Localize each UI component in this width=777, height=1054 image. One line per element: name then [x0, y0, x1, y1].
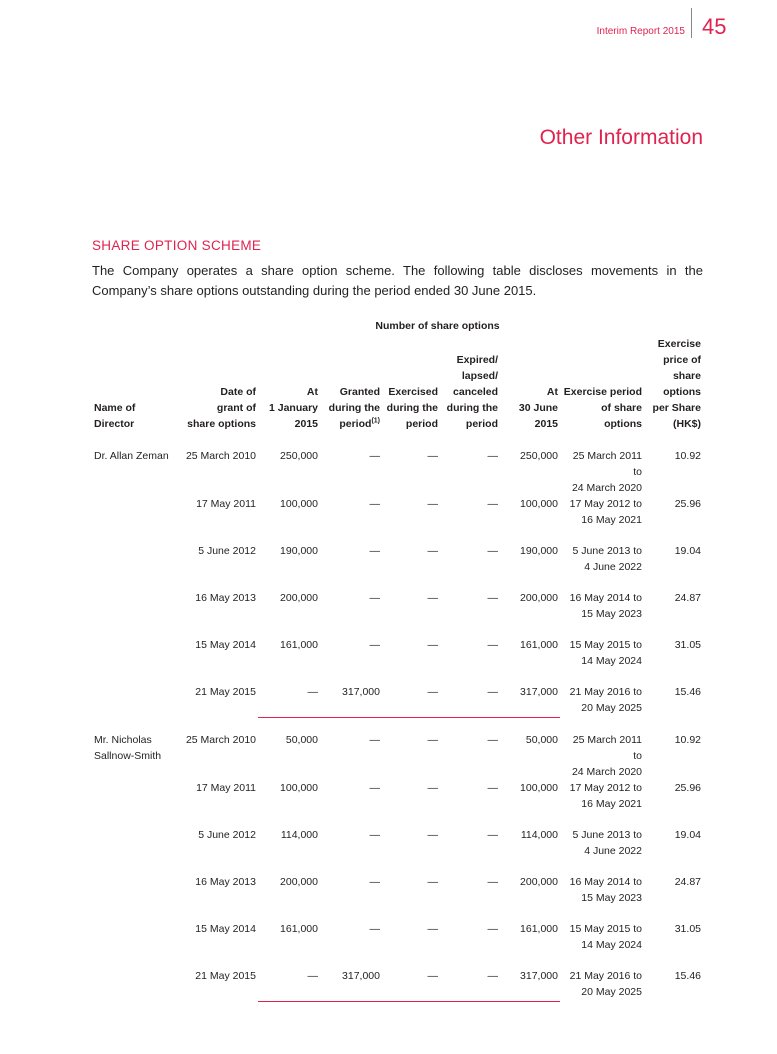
col-header-expired: Expired/ lapsed/ canceled during the period	[446, 354, 498, 430]
cell-expired: —	[487, 829, 498, 841]
section-title: SHARE OPTION SCHEME	[92, 238, 262, 253]
cell-granted: —	[369, 734, 380, 746]
cell-granted: —	[369, 450, 380, 462]
col-header-at-start: At 1 January 2015	[268, 386, 318, 430]
cell-director	[92, 827, 172, 874]
cell-price: 24.87	[674, 876, 701, 888]
cell-price: 25.96	[674, 782, 701, 794]
table-row	[92, 590, 703, 637]
cell-at-start: 161,000	[280, 639, 318, 651]
cell-director	[92, 590, 172, 637]
cell-expired: —	[440, 968, 500, 1002]
cell-exercised: —	[427, 592, 438, 604]
cell-granted: 317,000	[320, 684, 382, 718]
cell-period: 17 May 2012 to 16 May 2021	[569, 782, 642, 810]
cell-grant-date: 16 May 2013	[195, 876, 256, 888]
cell-director: Dr. Allan Zeman	[94, 450, 169, 462]
cell-grant-date: 5 June 2012	[198, 545, 256, 557]
col-header-granted-text: Granted during the period	[328, 386, 380, 430]
cell-director	[92, 780, 172, 827]
cell-director	[92, 684, 172, 718]
cell-at-start: 100,000	[280, 498, 318, 510]
cell-grant-date: 15 May 2014	[195, 923, 256, 935]
cell-price: 24.87	[674, 592, 701, 604]
footnote-ref: (1)	[371, 417, 380, 425]
cell-granted: 317,000	[320, 968, 382, 1002]
cell-at-end: 161,000	[520, 639, 558, 651]
cell-exercised: —	[427, 450, 438, 462]
cell-at-end: 200,000	[520, 876, 558, 888]
cell-granted: —	[369, 639, 380, 651]
group-spacer	[92, 718, 703, 733]
col-header-grant-date: Date of grant of share options	[187, 386, 256, 430]
cell-at-end: 250,000	[520, 450, 558, 462]
cell-director	[92, 921, 172, 968]
cell-at-start: 50,000	[285, 734, 318, 746]
cell-granted: —	[369, 498, 380, 510]
cell-at-end: 100,000	[520, 782, 558, 794]
cell-expired: —	[487, 923, 498, 935]
cell-period: 25 March 2011 to 24 March 2020	[571, 734, 642, 778]
cell-period: 15 May 2015 to 14 May 2024	[569, 639, 642, 667]
table-row	[92, 874, 703, 921]
table-header-row	[92, 336, 703, 448]
cell-period: 5 June 2013 to 4 June 2022	[572, 545, 642, 573]
table-row	[92, 543, 703, 590]
cell-at-end: 161,000	[520, 923, 558, 935]
cell-exercised: —	[427, 923, 438, 935]
table-row	[92, 921, 703, 968]
cell-at-end: 317,000	[500, 684, 560, 718]
cell-expired: —	[487, 782, 498, 794]
share-option-table-container	[92, 320, 703, 1002]
cell-expired: —	[487, 876, 498, 888]
cell-price: 31.05	[674, 639, 701, 651]
cell-granted: —	[369, 545, 380, 557]
cell-exercised: —	[427, 639, 438, 651]
cell-at-start: 114,000	[280, 829, 318, 841]
cell-price: 31.05	[674, 923, 701, 935]
report-name: Interim Report 2015	[596, 26, 685, 37]
page-number: 45	[702, 14, 727, 39]
cell-expired: —	[487, 592, 498, 604]
cell-director	[92, 496, 172, 543]
cell-period: 15 May 2015 to 14 May 2024	[569, 923, 642, 951]
cell-exercised: —	[427, 782, 438, 794]
table-row	[92, 827, 703, 874]
cell-grant-date: 16 May 2013	[195, 592, 256, 604]
cell-grant-date: 21 May 2015	[195, 970, 256, 982]
cell-exercised: —	[427, 498, 438, 510]
cell-at-start: 200,000	[280, 876, 318, 888]
cell-grant-date: 17 May 2011	[196, 498, 256, 510]
table-row	[92, 968, 703, 1002]
cell-expired: —	[487, 498, 498, 510]
col-header-at-end: At 30 June 2015	[518, 386, 558, 430]
table-row	[92, 448, 703, 496]
cell-at-start: —	[258, 968, 320, 1002]
cell-granted: —	[369, 592, 380, 604]
cell-at-end: 200,000	[520, 592, 558, 604]
cell-exercised: —	[427, 545, 438, 557]
cell-at-end: 100,000	[520, 498, 558, 510]
cell-expired: —	[487, 545, 498, 557]
cell-grant-date: 17 May 2011	[196, 782, 256, 794]
cell-expired: —	[487, 639, 498, 651]
cell-period: 25 March 2011 to 24 March 2020	[571, 450, 642, 494]
cell-at-end: 114,000	[520, 829, 558, 841]
col-header-director: Name of Director	[94, 402, 136, 430]
cell-grant-date: 21 May 2015	[195, 686, 256, 698]
cell-expired: —	[487, 734, 498, 746]
cell-at-start: 200,000	[280, 592, 318, 604]
cell-director: Mr. Nicholas Sallnow-Smith	[94, 734, 162, 762]
table-row	[92, 637, 703, 684]
spacer-cell	[92, 718, 703, 733]
col-header-exercised: Exercised during the period	[386, 386, 438, 430]
cell-period: 16 May 2014 to 15 May 2023	[569, 592, 642, 620]
cell-at-start: 190,000	[280, 545, 318, 557]
cell-price: 15.46	[674, 686, 701, 698]
cell-granted: —	[369, 923, 380, 935]
cell-price: 25.96	[674, 498, 701, 510]
header-divider	[691, 8, 692, 38]
cell-price: 19.04	[674, 545, 701, 557]
cell-granted: —	[369, 782, 380, 794]
cell-period: 17 May 2012 to 16 May 2021	[569, 498, 642, 526]
cell-period: 21 May 2016 to 20 May 2025	[569, 970, 642, 998]
group-header: Number of share options	[375, 320, 500, 332]
cell-exercised: —	[427, 829, 438, 841]
cell-period: 21 May 2016 to 20 May 2025	[569, 686, 642, 714]
cell-at-end: 50,000	[525, 734, 558, 746]
cell-exercised: —	[427, 876, 438, 888]
cell-director	[92, 637, 172, 684]
cell-at-start: 161,000	[280, 923, 318, 935]
cell-expired: —	[487, 450, 498, 462]
cell-period: 16 May 2014 to 15 May 2023	[569, 876, 642, 904]
col-header-exercise-period: Exercise period of share options	[563, 386, 642, 430]
cell-price: 15.46	[674, 970, 701, 982]
table-row	[92, 732, 703, 780]
page-title: Other Information	[539, 126, 703, 149]
table-row	[92, 496, 703, 543]
cell-price: 10.92	[674, 734, 701, 746]
cell-at-start: 100,000	[280, 782, 318, 794]
cell-at-end: 317,000	[500, 968, 560, 1002]
cell-at-start: —	[258, 684, 320, 718]
cell-exercised: —	[382, 684, 440, 718]
cell-grant-date: 25 March 2010	[185, 450, 256, 462]
cell-exercised: —	[382, 968, 440, 1002]
cell-director	[92, 968, 172, 1002]
cell-period: 5 June 2013 to 4 June 2022	[572, 829, 642, 857]
cell-grant-date: 5 June 2012	[198, 829, 256, 841]
col-header-granted	[320, 336, 382, 448]
table-row	[92, 780, 703, 827]
cell-grant-date: 25 March 2010	[185, 734, 256, 746]
cell-director	[92, 543, 172, 590]
cell-price: 19.04	[674, 829, 701, 841]
cell-at-end: 190,000	[520, 545, 558, 557]
share-option-table	[92, 336, 703, 1002]
cell-granted: —	[369, 829, 380, 841]
cell-expired: —	[440, 684, 500, 718]
cell-price: 10.92	[674, 450, 701, 462]
cell-director	[92, 874, 172, 921]
cell-exercised: —	[427, 734, 438, 746]
intro-paragraph: The Company operates a share option scheme. The following table discloses movements in the Company’s share options outstanding during the period ended 30 June 2015.	[92, 263, 703, 298]
cell-at-start: 250,000	[280, 450, 318, 462]
cell-granted: —	[369, 876, 380, 888]
table-row	[92, 684, 703, 718]
cell-grant-date: 15 May 2014	[195, 639, 256, 651]
col-header-exercise-price: Exercise price of share options per Share (HK$)	[652, 338, 701, 430]
